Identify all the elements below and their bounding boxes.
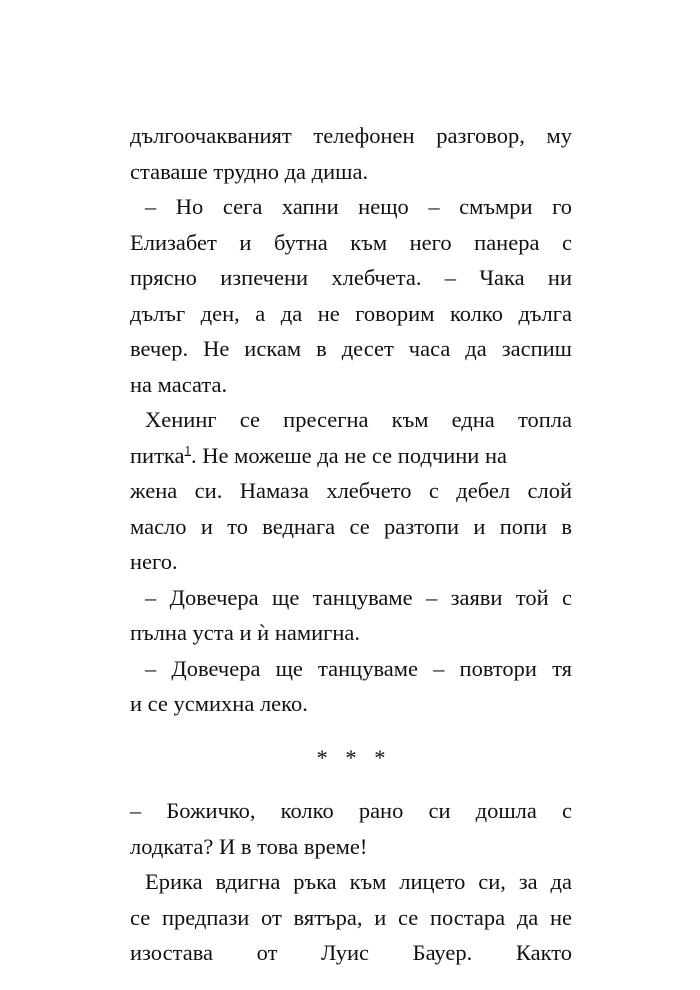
- text-line: – Довечера ще танцуваме – заяви той с: [145, 584, 572, 610]
- text-line: се предпази от вятъра, и се постара да не: [130, 904, 572, 930]
- text-line: изостава от Луис Бауер. Както: [130, 940, 572, 965]
- text-line: жена си. Намаза хлебчето с дебел слой: [130, 478, 572, 503]
- text-line: [130, 775, 572, 793]
- body-text: [130, 118, 572, 971]
- text-line: и се усмихна леко.: [130, 691, 308, 716]
- text-line: ставаше трудно да диша.: [130, 158, 369, 184]
- text-line: пълна уста и ѝ намигна.: [130, 620, 361, 645]
- scene-break-asterisks: * * *: [316, 744, 392, 770]
- text-line: лодката? И в това време!: [130, 833, 368, 859]
- text-line-with-footnote: [130, 438, 572, 474]
- text-line: Ерика вдигна ръка към лицето си, за да: [145, 869, 572, 894]
- text-line: Елизабет и бутна към него панера с: [130, 229, 572, 255]
- text-line: – Божичко, колко рано си дошла с: [130, 798, 572, 823]
- text-line: прясно изпечени хлебчета. – Чака ни: [130, 265, 572, 290]
- text-line: на масата.: [130, 371, 228, 397]
- text-line: дълъг ден, а да не говорим колко дълга: [130, 300, 572, 326]
- text-line: масло и то веднага се разтопи и попи в: [130, 513, 572, 539]
- text-line: Хенинг се пресегна към една топла: [145, 407, 572, 432]
- text-line: – Но сега хапни нещо – смъмри го: [145, 194, 572, 219]
- text-line: [130, 722, 572, 740]
- text-line: него.: [130, 549, 178, 574]
- text-segment: питка: [130, 442, 185, 468]
- footnote-reference-link[interactable]: 1: [184, 442, 191, 457]
- text-line: дългоочакваният телефонен разговор, му: [130, 123, 572, 148]
- text-segment: . Не можеше да не се подчини на: [191, 442, 507, 468]
- text-line: вечер. Не искам в десет часа да заспиш: [130, 336, 572, 361]
- text-line: – Довечера ще танцуваме – повтори тя: [145, 655, 572, 681]
